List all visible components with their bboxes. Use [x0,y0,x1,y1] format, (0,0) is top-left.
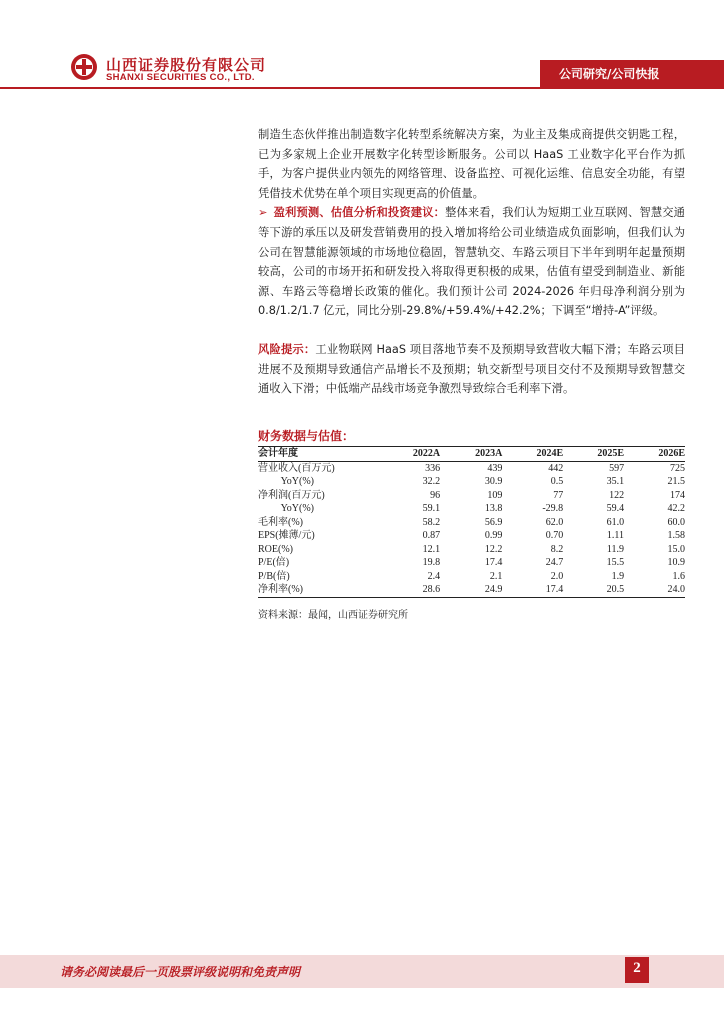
table-cell: 15.5 [606,557,625,568]
table-header-cell: 2026E [624,447,685,462]
table-header-cell: 2025E [563,447,624,462]
table-cell: 24.9 [440,583,502,597]
table-cell: 442 [548,462,564,474]
table-row [258,489,685,503]
table-cell: 597 [609,462,625,474]
table-cell: 21.5 [667,476,685,487]
paragraph-business: 制造生态伙伴推出制造数字化转型系统解决方案，为业主及集成商提供交钥匙工程，已为多家规上企业开展数字化转型诊断服务。公司以 HaaS 工业数字化平台作为抓手，为客户提供业内领先的网络管理、设备监控、可视化运维、信息安全功能，有望凭借技术优势在单个项目实现更高的价值量。 [258,128,685,200]
row-label: 净利率(%) [258,583,378,597]
table-cell: 174 [670,489,685,501]
table-row [258,475,685,489]
paragraph-forecast [258,203,685,321]
table-cell: 35.1 [606,476,625,487]
table-cell: 8.2 [550,543,564,555]
table-row [258,529,685,543]
row-label: P/E(倍) [258,557,290,568]
row-label: YoY(%) [280,503,314,514]
table-row [258,516,685,530]
table-cell: 17.4 [484,557,503,568]
table-cell: 28.6 [378,583,440,597]
table-cell: 77 [553,489,564,501]
report-body [258,125,685,399]
data-source-note: 资料来源：最闻，山西证券研究所 [258,610,408,621]
table-cell: 15.0 [667,543,685,555]
table-cell: 122 [609,489,625,501]
row-label: P/B(倍) [258,570,290,582]
table-cell: 11.9 [606,543,625,555]
table-cell: 725 [670,462,685,474]
report-type-label: 公司研究/公司快报 [559,67,660,81]
table-header-cell: 2023A [440,447,502,462]
page-number: 2 [633,960,641,976]
table-row [258,543,685,557]
financial-table [258,446,685,598]
table-cell: 336 [425,462,441,474]
table-cell: 1.58 [667,530,685,541]
footer-disclaimer: 请务必阅读最后一页股票评级说明和免责声明 [60,965,301,979]
table-cell: 60.0 [667,516,685,528]
header-divider [0,87,724,89]
risk-text: 工业物联网 HaaS 项目落地节奏不及预期导致营收大幅下滑；车路云项目进展不及预期导致通信产品增长不及预期；轨交新型号项目交付不及预期导致智慧交通收入下滑；中低端产品线市场竞争激烈导致综合毛利率下滑。 [258,342,685,396]
page-header [0,0,724,100]
table-cell: 10.9 [667,557,685,568]
table-cell: 42.2 [667,503,685,514]
table-header-cell: 2022A [378,447,440,462]
company-name-en: SHANXI SECURITIES CO., LTD. [106,72,255,83]
table-row [258,461,685,475]
table-cell: 1.9 [611,570,625,582]
table-cell: 439 [487,462,503,474]
table-cell: 59.1 [422,503,441,514]
table-cell: 2.1 [489,570,503,582]
paragraph-risk [258,340,685,399]
row-label: YoY(%) [280,476,314,487]
table-cell: 24.0 [624,583,685,597]
table-cell: 62.0 [545,516,564,528]
table-cell: 24.7 [545,557,564,568]
table-cell: 30.9 [484,476,503,487]
table-cell: 58.2 [422,516,441,528]
table-header-row [258,447,685,462]
table-cell: 2.0 [550,570,564,582]
table-cell: 32.2 [422,476,441,487]
table-cell: 2.4 [427,570,441,582]
table-cell: 0.70 [545,530,564,541]
table-cell: 13.8 [484,503,503,514]
table-cell: 12.2 [484,543,503,555]
row-label: 毛利率(%) [258,516,303,528]
table-title: 财务数据与估值： [258,429,355,443]
shanxi-securities-logo-icon [70,53,98,81]
table-cell: 20.5 [563,583,624,597]
table-cell: 1.6 [672,570,685,582]
table-header-cell: 会计年度 [258,447,378,462]
table-cell: -29.8 [542,503,564,514]
forecast-heading: 盈利预测、估值分析和投资建议： [273,206,446,220]
table-cell: 0.99 [484,530,503,541]
table-cell: 0.87 [422,530,441,541]
table-cell: 12.1 [422,543,441,555]
bullet-arrow-icon: ➢ [258,206,268,220]
row-label: 营业收入(百万元) [258,462,335,474]
row-label: ROE(%) [258,543,293,555]
table-row [258,570,685,584]
table-cell: 59.4 [606,503,625,514]
table-cell: 17.4 [502,583,563,597]
forecast-text: 整体来看，我们认为短期工业互联网、智慧交通等下游的承压以及研发营销费用的投入增加将给公司业绩造成负面影响，但我们认为公司在智慧能源领域的市场地位稳固，智慧轨交、车路云项目下半年到明年起量预期较高，公司的市场开拓和研发投入将取得更积极的成果，估值有望受到制造业、新能源、车路云等稳增长政策的催化。我们预计公司 2024-2026 年归母净利润分别为 0.8/1.2/1.7 亿元，同比分别-29.8%/+59.4%/+42.2%；下调至“增持-A”评级。 [258,206,685,318]
table-row [258,556,685,570]
table-cell: 19.8 [422,557,441,568]
table-cell: 1.11 [606,530,625,541]
table-row [258,583,685,597]
row-label: EPS(摊薄/元) [258,530,315,541]
table-row [258,502,685,516]
table-cell: 61.0 [606,516,625,528]
table-cell: 56.9 [484,516,503,528]
risk-heading: 风险提示： [258,342,316,356]
table-cell: 96 [430,489,441,501]
company-name-cn: 山西证券股份有限公司 [106,56,267,74]
table-header-cell: 2024E [502,447,563,462]
table-cell: 0.5 [550,476,564,487]
table-cell: 109 [487,489,503,501]
row-label: 净利润(百万元) [258,489,325,501]
